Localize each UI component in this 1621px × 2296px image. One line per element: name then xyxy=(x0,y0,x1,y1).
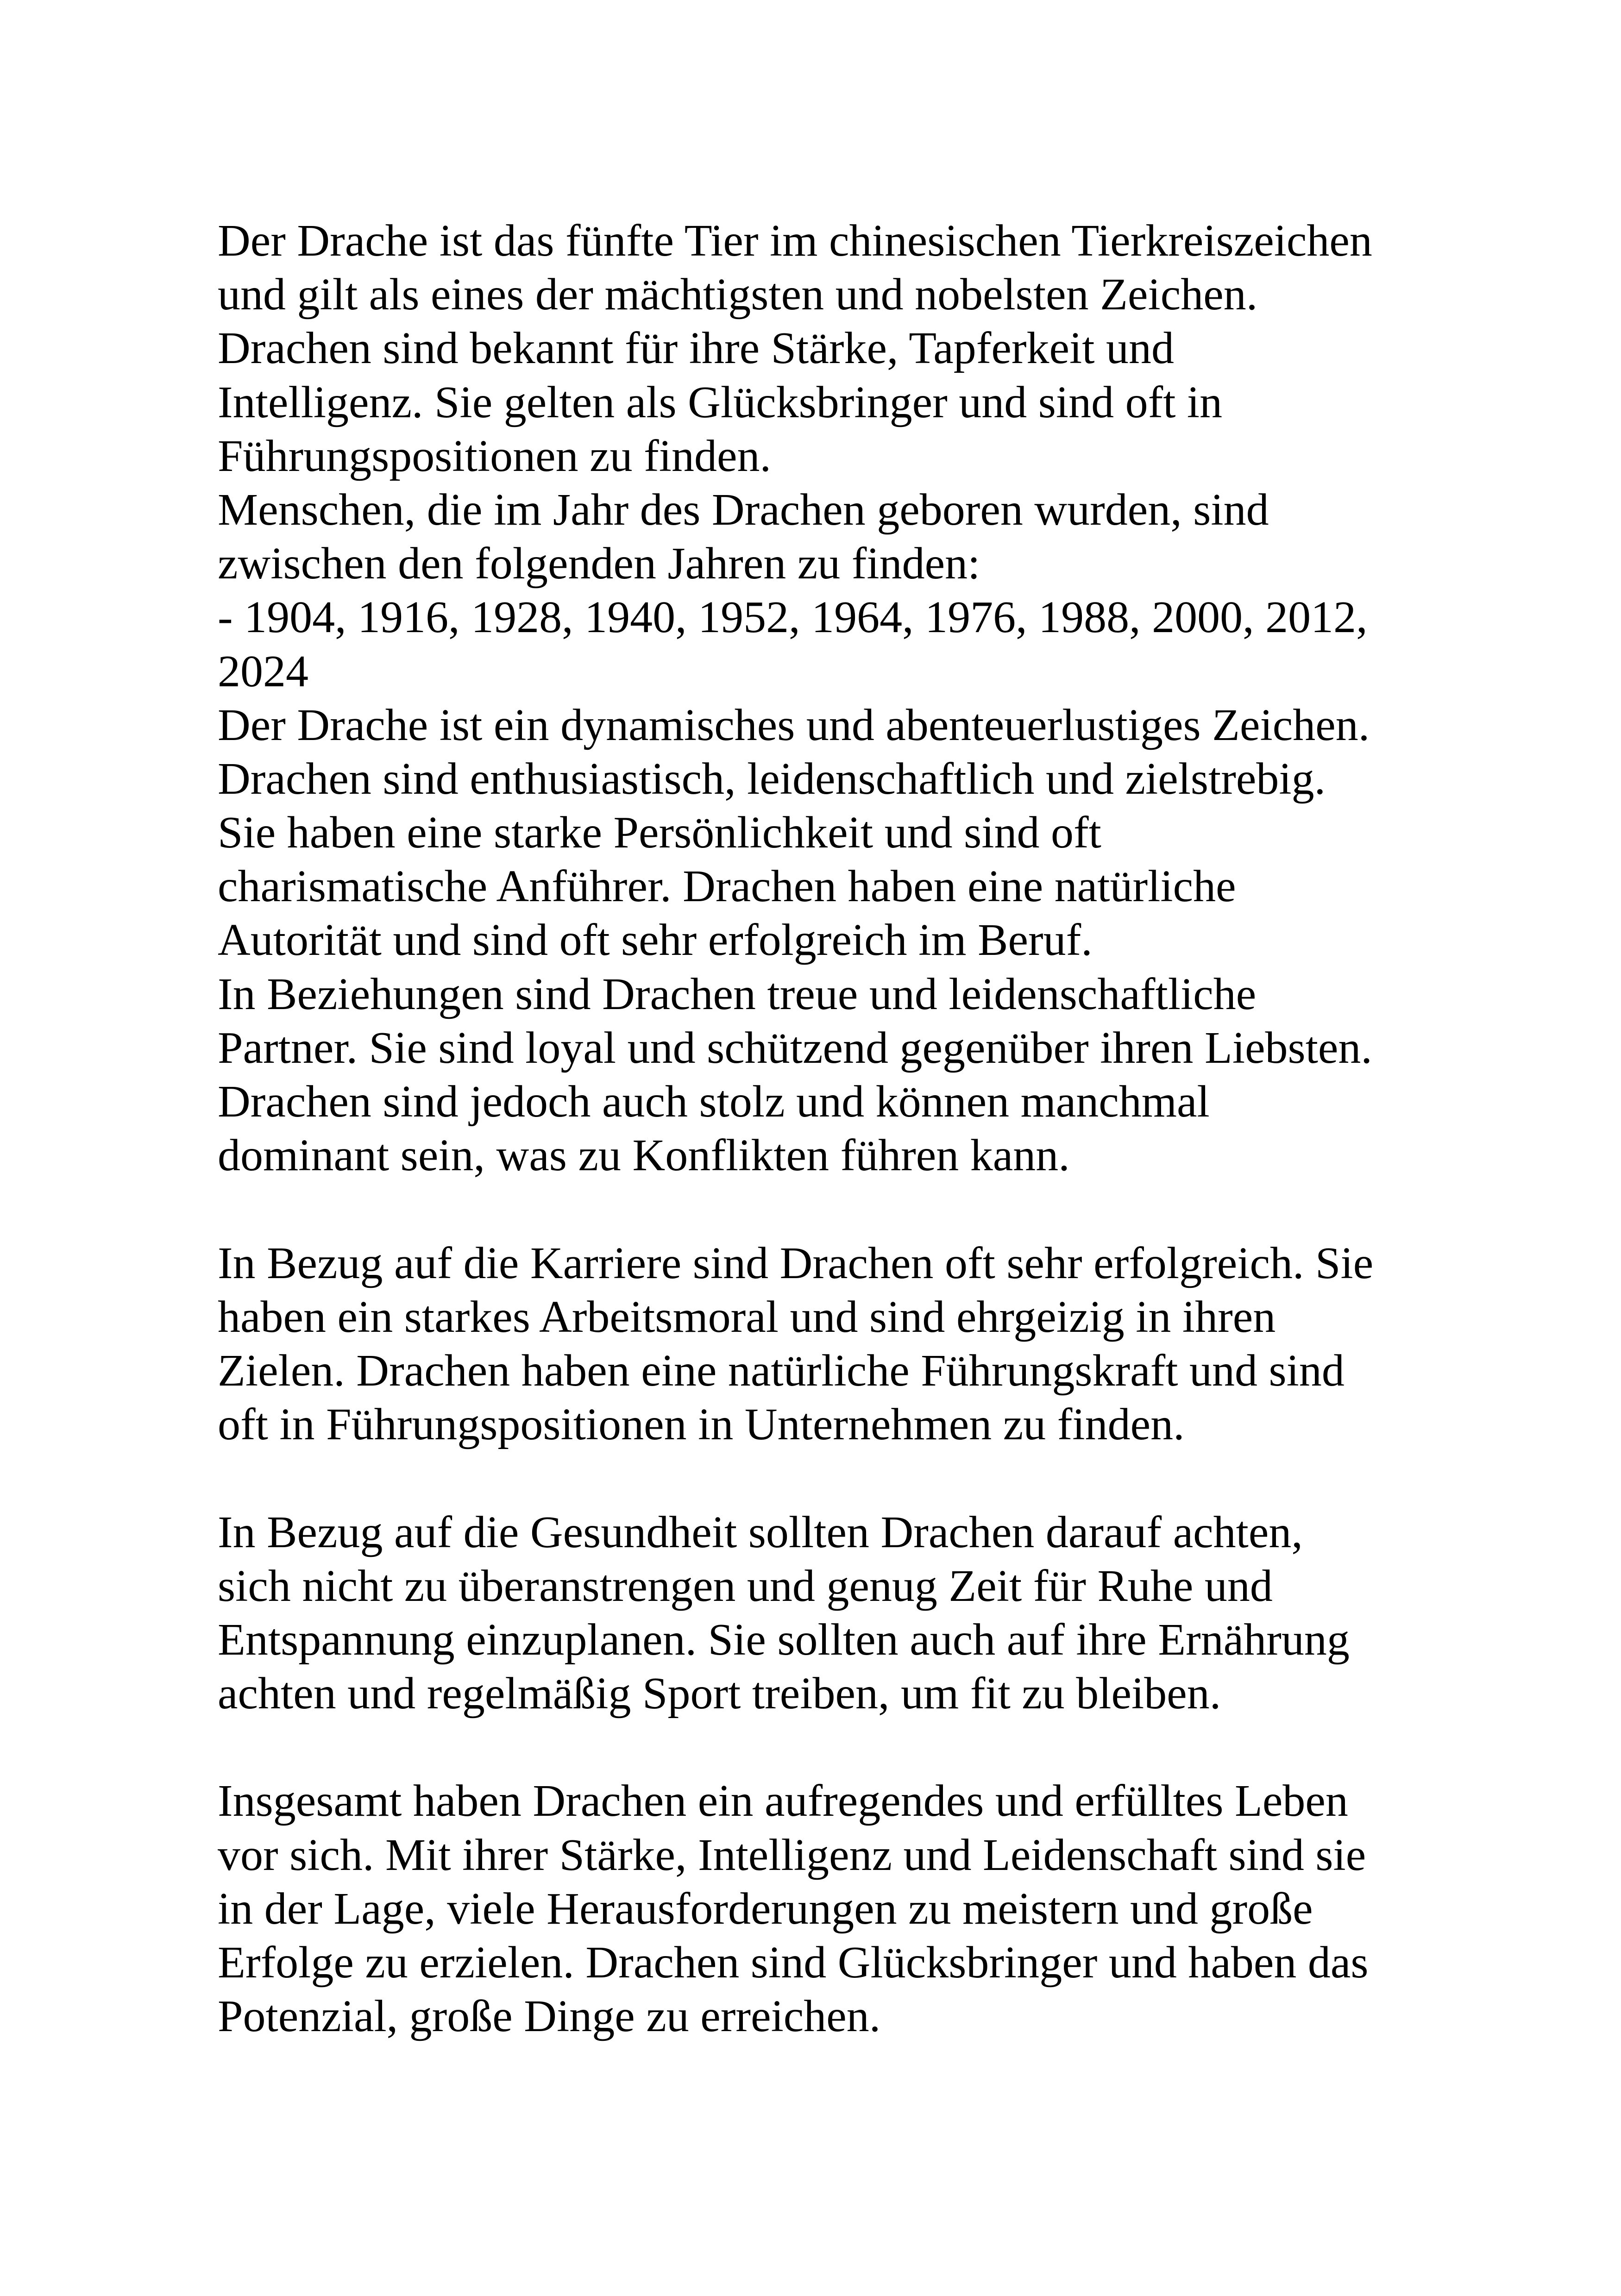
text-line: oft in Führungspositionen in Unternehmen zu finden. xyxy=(218,1399,1185,1450)
blank-line xyxy=(218,1451,1468,1505)
text-line: Der Drache ist das fünfte Tier im chinesischen Tierkreiszeichen xyxy=(218,216,1372,266)
text-line: charismatische Anführer. Drachen haben eine natürliche xyxy=(218,861,1236,912)
text-line: und gilt als eines der mächtigsten und nobelsten Zeichen. xyxy=(218,270,1258,320)
text-line: In Bezug auf die Karriere sind Drachen oft sehr erfolgreich. Sie xyxy=(218,1238,1374,1288)
blank-line xyxy=(218,1182,1468,1236)
text-line: Potenzial, große Dinge zu erreichen. xyxy=(218,1991,881,2042)
text-line: achten und regelmäßig Sport treiben, um fit zu bleiben. xyxy=(218,1669,1221,1719)
text-line: Drachen sind bekannt für ihre Stärke, Tapferkeit und xyxy=(218,323,1174,374)
text-line: - 1904, 1916, 1928, 1940, 1952, 1964, 1976, 1988, 2000, 2012, xyxy=(218,592,1368,643)
text-line: vor sich. Mit ihrer Stärke, Intelligenz und Leidenschaft sind sie xyxy=(218,1830,1366,1880)
text-line: in der Lage, viele Herausforderungen zu meistern und große xyxy=(218,1883,1313,1934)
text-line: 2024 xyxy=(218,646,308,696)
text-line: Intelligenz. Sie gelten als Glücksbringer und sind oft in xyxy=(218,377,1223,427)
text-line: Der Drache ist ein dynamisches und abenteuerlustiges Zeichen. xyxy=(218,700,1370,750)
text-line: dominant sein, was zu Konflikten führen kann. xyxy=(218,1130,1070,1181)
document-body xyxy=(218,214,1468,2043)
text-line: Drachen sind enthusiastisch, leidenschaftlich und zielstrebig. xyxy=(218,753,1326,804)
text-line: Führungspositionen zu finden. xyxy=(218,431,771,481)
blank-line xyxy=(218,1720,1468,1774)
text-line: Insgesamt haben Drachen ein aufregendes und erfülltes Leben xyxy=(218,1776,1348,1826)
text-line: Partner. Sie sind loyal und schützend gegenüber ihren Liebsten. xyxy=(218,1023,1372,1073)
text-line: Erfolge zu erzielen. Drachen sind Glücksbringer und haben das xyxy=(218,1938,1369,1988)
text-line: Sie haben eine starke Persönlichkeit und sind oft xyxy=(218,808,1101,858)
text-line: haben ein starkes Arbeitsmoral und sind ehrgeizig in ihren xyxy=(218,1292,1276,1342)
text-line: Drachen sind jedoch auch stolz und können manchmal xyxy=(218,1077,1210,1127)
text-line: sich nicht zu überanstrengen und genug Zeit für Ruhe und xyxy=(218,1561,1273,1611)
text-line: Entspannung einzuplanen. Sie sollten auch auf ihre Ernährung xyxy=(218,1614,1350,1665)
text-line: Zielen. Drachen haben eine natürliche Führungskraft und sind xyxy=(218,1345,1345,1396)
text-line: In Bezug auf die Gesundheit sollten Drachen darauf achten, xyxy=(218,1507,1303,1557)
text-line: In Beziehungen sind Drachen treue und leidenschaftliche xyxy=(218,969,1257,1019)
text-line: Autorität und sind oft sehr erfolgreich im Beruf. xyxy=(218,915,1093,966)
text-line: zwischen den folgenden Jahren zu finden: xyxy=(218,539,980,589)
text-line: Menschen, die im Jahr des Drachen geboren wurden, sind xyxy=(218,484,1269,535)
